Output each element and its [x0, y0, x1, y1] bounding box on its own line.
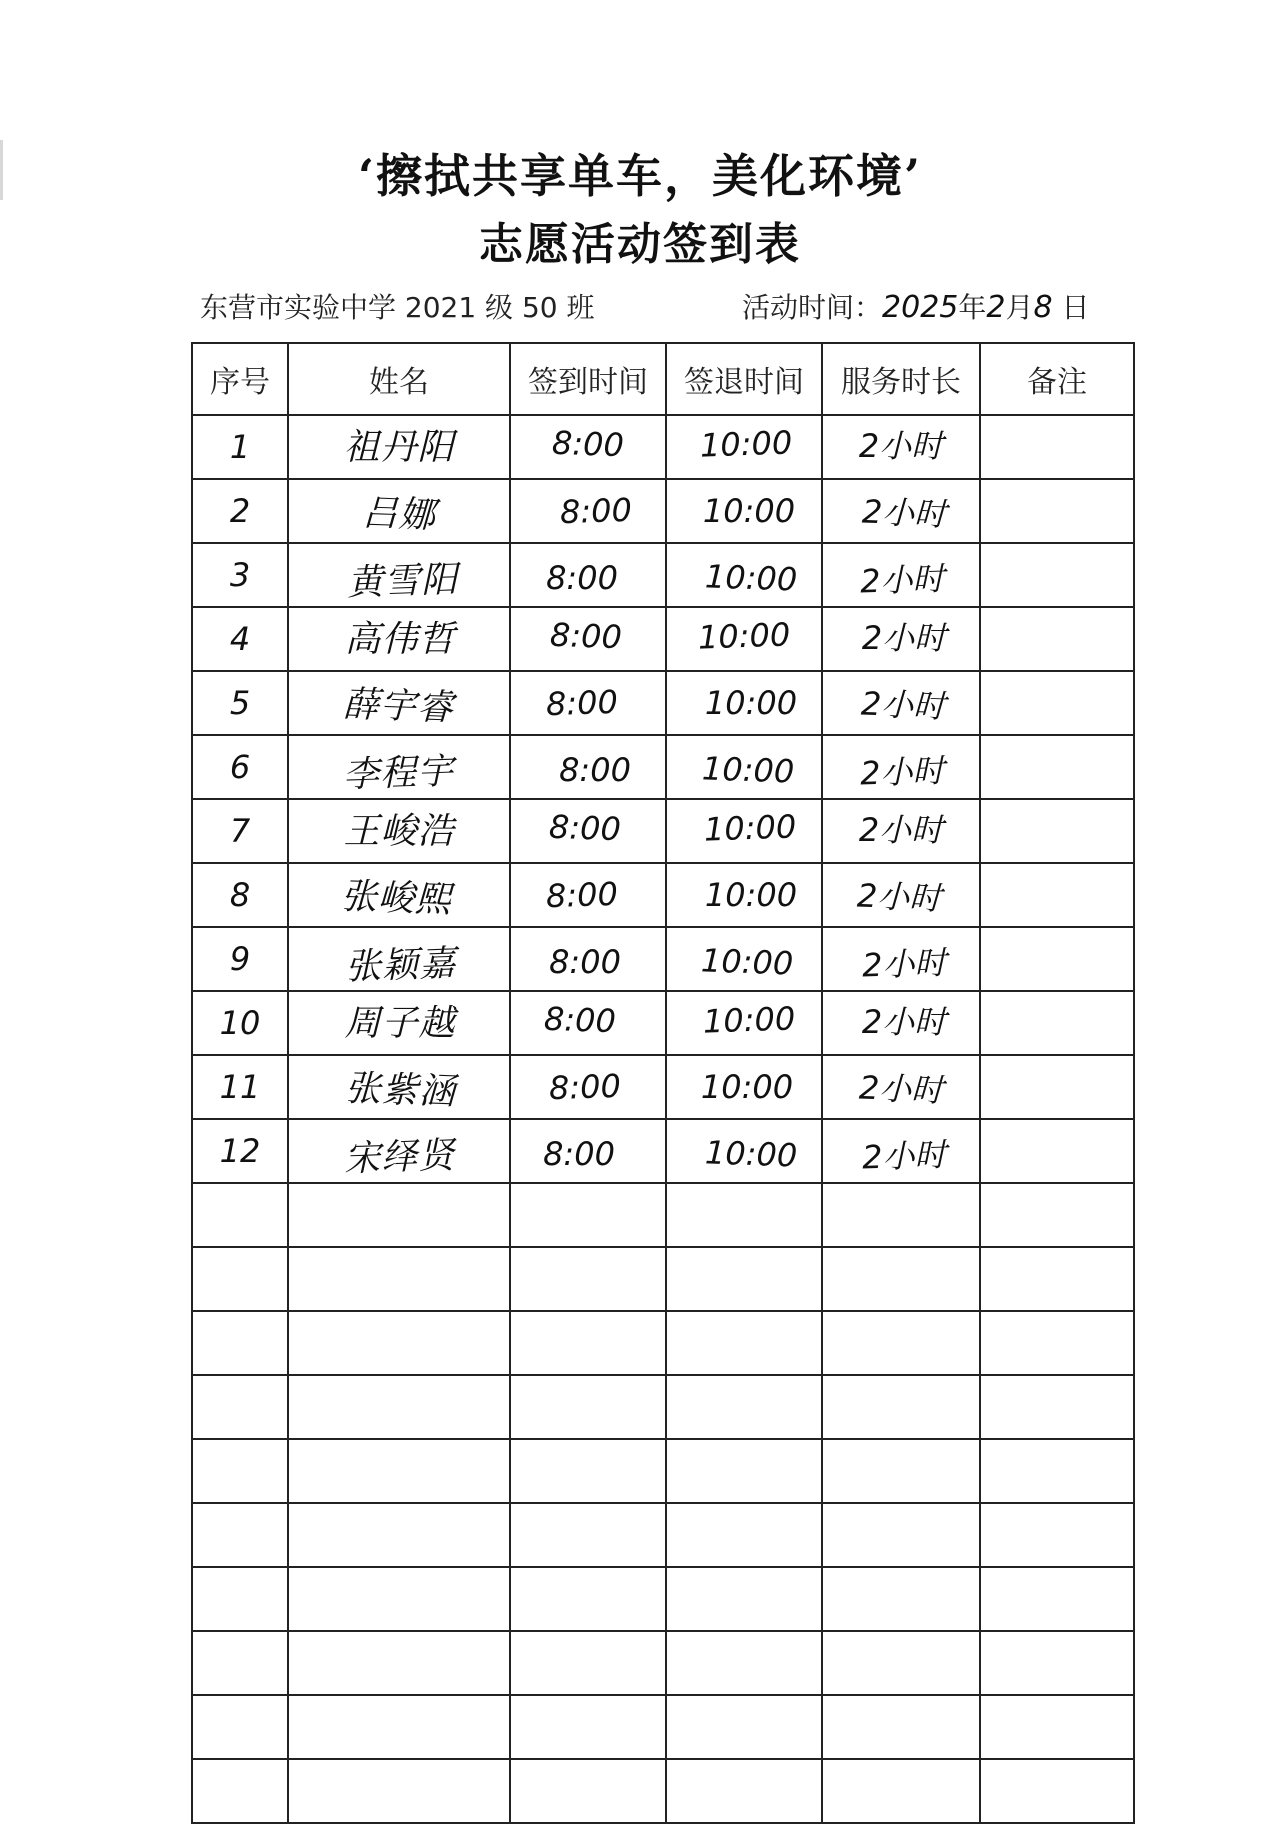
sign-in-time-cell	[510, 1695, 666, 1759]
sign-out-time: 10:00	[699, 423, 793, 465]
sign-out-time-cell	[666, 799, 822, 863]
participant-name: 张紫涵	[344, 1067, 458, 1113]
remarks-cell	[980, 1439, 1134, 1503]
sign-in-time-cell	[510, 1759, 666, 1823]
sign-out-time: 10:00	[700, 941, 794, 983]
sign-in-time: 8:00	[545, 682, 619, 724]
sign-out-time-cell	[666, 863, 822, 927]
participant-name-cell	[288, 735, 510, 799]
participant-name-cell	[288, 1119, 510, 1183]
participant-name-cell	[288, 479, 510, 543]
sign-in-table	[191, 342, 1135, 1824]
row-number: 8	[229, 876, 251, 914]
activity-date	[742, 286, 1090, 326]
sheet-title: ‘擦拭共享单车，美化环境’	[357, 149, 923, 203]
sign-in-time-cell	[510, 991, 666, 1055]
sign-in-time-cell	[510, 1439, 666, 1503]
sign-out-time: 10:00	[704, 557, 798, 599]
participant-name-cell	[288, 1311, 510, 1375]
remarks-cell	[980, 927, 1134, 991]
table-row	[192, 607, 1134, 671]
remarks-cell	[980, 1567, 1134, 1631]
remarks-cell	[980, 1247, 1134, 1311]
header-sign-out-time: 签退时间	[666, 343, 822, 415]
sign-out-time: 10:00	[703, 807, 797, 849]
row-number-cell	[192, 1631, 288, 1695]
row-number-cell	[192, 863, 288, 927]
participant-name-cell	[288, 1567, 510, 1631]
participant-name-cell	[288, 607, 510, 671]
sign-out-time-cell	[666, 479, 822, 543]
row-number: 11	[219, 1068, 261, 1106]
participant-name-cell	[288, 799, 510, 863]
table-row	[192, 1375, 1134, 1439]
service-duration-cell	[822, 1439, 980, 1503]
sign-in-time: 8:00	[543, 999, 617, 1041]
service-duration: 2小时	[859, 751, 945, 793]
sign-out-time-cell	[666, 1503, 822, 1567]
sign-in-time: 8:00	[559, 751, 631, 789]
sign-out-time-cell	[666, 607, 822, 671]
sign-out-time-cell	[666, 415, 822, 479]
table-row	[192, 1567, 1134, 1631]
sign-in-time: 8:00	[551, 423, 625, 465]
service-duration: 2小时	[861, 492, 947, 534]
sign-out-time-cell	[666, 1759, 822, 1823]
participant-name: 高伟哲	[344, 618, 456, 660]
service-duration-cell	[822, 735, 980, 799]
participant-name: 黄雪阳	[346, 558, 460, 604]
row-number-cell	[192, 799, 288, 863]
sign-out-time: 10:00	[704, 1133, 798, 1175]
sign-out-time-cell	[666, 1311, 822, 1375]
sign-out-time-cell	[666, 1631, 822, 1695]
month-unit: 月	[1005, 291, 1034, 324]
header-remarks: 备注	[980, 343, 1134, 415]
service-duration: 2小时	[861, 1003, 947, 1041]
sign-in-time-cell	[510, 1503, 666, 1567]
row-number: 7	[229, 812, 251, 850]
table-row	[192, 1759, 1134, 1823]
day-unit: 日	[1061, 291, 1090, 324]
sign-in-time-cell	[510, 479, 666, 543]
participant-name: 张颖嘉	[344, 942, 458, 988]
participant-name-cell	[288, 927, 510, 991]
remarks-cell	[980, 479, 1134, 543]
participant-name-cell	[288, 671, 510, 735]
sign-out-time-cell	[666, 1055, 822, 1119]
service-duration: 2小时	[860, 684, 946, 726]
service-duration-cell	[822, 415, 980, 479]
sign-out-time-cell	[666, 543, 822, 607]
sign-out-time-cell	[666, 671, 822, 735]
table-row	[192, 927, 1134, 991]
service-duration-cell	[822, 1503, 980, 1567]
remarks-cell	[980, 863, 1134, 927]
service-duration: 2小时	[861, 619, 947, 657]
row-number-cell	[192, 1183, 288, 1247]
table-row	[192, 1119, 1134, 1183]
sign-in-time: 8:00	[548, 807, 622, 849]
participant-name-cell	[288, 1695, 510, 1759]
row-number-cell	[192, 927, 288, 991]
year-unit: 年	[958, 291, 987, 324]
sign-in-time-cell	[510, 1247, 666, 1311]
row-number-cell	[192, 543, 288, 607]
table-row	[192, 543, 1134, 607]
row-number-cell	[192, 415, 288, 479]
participant-name-cell	[288, 991, 510, 1055]
table-row	[192, 671, 1134, 735]
sign-in-time-cell	[510, 1567, 666, 1631]
header-name: 姓名	[288, 343, 510, 415]
service-duration-cell	[822, 1055, 980, 1119]
sheet-subtitle: 志愿活动签到表	[479, 219, 801, 270]
service-duration-cell	[822, 607, 980, 671]
remarks-cell	[980, 1759, 1134, 1823]
service-duration-cell	[822, 1247, 980, 1311]
sign-in-time: 8:00	[545, 874, 619, 916]
participant-name-cell	[288, 863, 510, 927]
participant-name-cell	[288, 1055, 510, 1119]
sign-out-time-cell	[666, 1439, 822, 1503]
remarks-cell	[980, 671, 1134, 735]
row-number-cell	[192, 1759, 288, 1823]
sign-out-time: 10:00	[702, 492, 796, 530]
row-number-cell	[192, 1503, 288, 1567]
table-row	[192, 1183, 1134, 1247]
participant-name-cell	[288, 1503, 510, 1567]
participant-name-cell	[288, 1375, 510, 1439]
activity-day: 8	[1033, 290, 1053, 325]
sign-in-time-cell	[510, 1119, 666, 1183]
service-duration-cell	[822, 1183, 980, 1247]
service-duration-cell	[822, 1119, 980, 1183]
service-duration-cell	[822, 479, 980, 543]
sign-in-time-cell	[510, 1631, 666, 1695]
sign-in-time-cell	[510, 735, 666, 799]
row-number-cell	[192, 1375, 288, 1439]
remarks-cell	[980, 991, 1134, 1055]
row-number-cell	[192, 1695, 288, 1759]
sign-out-time-cell	[666, 735, 822, 799]
service-duration-cell	[822, 1631, 980, 1695]
sign-in-time: 8:00	[559, 490, 633, 532]
row-number: 3	[229, 556, 251, 594]
service-duration-cell	[822, 543, 980, 607]
remarks-cell	[980, 543, 1134, 607]
sign-out-time: 10:00	[697, 615, 791, 657]
participant-name-cell	[288, 1759, 510, 1823]
sign-in-time-cell	[510, 1055, 666, 1119]
service-duration: 2小时	[858, 427, 944, 465]
remarks-cell	[980, 1183, 1134, 1247]
header-service-duration: 服务时长	[822, 343, 980, 415]
sign-out-time: 10:00	[702, 999, 796, 1041]
row-number-cell	[192, 1311, 288, 1375]
service-duration: 2小时	[856, 876, 942, 918]
row-number-cell	[192, 1247, 288, 1311]
row-number-cell	[192, 735, 288, 799]
sign-out-time-cell	[666, 1119, 822, 1183]
row-number-cell	[192, 1439, 288, 1503]
sign-in-time-cell	[510, 1375, 666, 1439]
row-number-cell	[192, 671, 288, 735]
sign-in-time-cell	[510, 863, 666, 927]
sign-in-time-cell	[510, 799, 666, 863]
table-row	[192, 1055, 1134, 1119]
participant-name: 周子越	[344, 1002, 456, 1044]
activity-date-label: 活动时间：	[742, 291, 883, 324]
header-number: 序号	[192, 343, 288, 415]
sign-out-time: 10:00	[704, 876, 798, 914]
table-row	[192, 479, 1134, 543]
sign-in-time-cell	[510, 607, 666, 671]
activity-year: 2025	[882, 290, 959, 325]
row-number-cell	[192, 479, 288, 543]
table-row	[192, 799, 1134, 863]
participant-name-cell	[288, 1439, 510, 1503]
table-row	[192, 991, 1134, 1055]
participant-name: 薛宇睿	[342, 683, 456, 729]
sign-out-time-cell	[666, 1567, 822, 1631]
sign-in-time-cell	[510, 671, 666, 735]
participant-name: 吕娜	[361, 492, 437, 536]
participant-name-cell	[288, 543, 510, 607]
service-duration-cell	[822, 863, 980, 927]
table-row	[192, 1247, 1134, 1311]
table-row	[192, 1695, 1134, 1759]
service-duration: 2小时	[861, 1135, 947, 1177]
table-row	[192, 1503, 1134, 1567]
participant-name-cell	[288, 1247, 510, 1311]
participant-name: 宋绎贤	[343, 1134, 457, 1180]
service-duration-cell	[822, 1567, 980, 1631]
participant-name: 王峻浩	[343, 810, 455, 852]
sign-in-time: 8:00	[548, 1066, 622, 1108]
sign-in-time-cell	[510, 1183, 666, 1247]
participant-name: 李程宇	[342, 750, 456, 796]
table-row	[192, 735, 1134, 799]
row-number-cell	[192, 1119, 288, 1183]
remarks-cell	[980, 1695, 1134, 1759]
sign-in-time-cell	[510, 927, 666, 991]
service-duration-cell	[822, 1695, 980, 1759]
sign-out-time-cell	[666, 1375, 822, 1439]
remarks-cell	[980, 735, 1134, 799]
sign-out-time-cell	[666, 991, 822, 1055]
remarks-cell	[980, 1503, 1134, 1567]
sign-in-time-cell	[510, 543, 666, 607]
participant-name: 张峻熙	[340, 875, 454, 921]
row-number-cell	[192, 607, 288, 671]
service-duration-cell	[822, 1759, 980, 1823]
sign-out-time: 10:00	[700, 1068, 794, 1106]
activity-month: 2	[986, 290, 1006, 325]
row-number: 6	[229, 748, 251, 786]
row-number-cell	[192, 1055, 288, 1119]
table-row	[192, 1439, 1134, 1503]
sign-out-time-cell	[666, 927, 822, 991]
table-row	[192, 1311, 1134, 1375]
row-number: 2	[229, 492, 251, 530]
row-number-cell	[192, 1567, 288, 1631]
remarks-cell	[980, 607, 1134, 671]
row-number-cell	[192, 991, 288, 1055]
remarks-cell	[980, 1119, 1134, 1183]
service-duration: 2小时	[858, 811, 944, 849]
sign-in-time: 8:00	[546, 559, 618, 597]
service-duration-cell	[822, 927, 980, 991]
sign-out-time: 10:00	[701, 749, 795, 791]
sign-in-time-cell	[510, 415, 666, 479]
participant-name-cell	[288, 1183, 510, 1247]
table-row	[192, 863, 1134, 927]
row-number: 5	[229, 684, 251, 722]
sign-out-time: 10:00	[704, 684, 798, 722]
table-header-row	[192, 343, 1134, 415]
service-duration-cell	[822, 991, 980, 1055]
remarks-cell	[980, 1375, 1134, 1439]
service-duration: 2小时	[861, 943, 947, 985]
school-class-label: 东营市实验中学 2021 级 50 班	[200, 291, 595, 324]
sign-out-time-cell	[666, 1183, 822, 1247]
service-duration: 2小时	[858, 1068, 944, 1110]
service-duration-cell	[822, 1375, 980, 1439]
sign-out-time-cell	[666, 1247, 822, 1311]
remarks-cell	[980, 415, 1134, 479]
remarks-cell	[980, 1631, 1134, 1695]
row-number: 12	[219, 1132, 261, 1170]
table-row	[192, 1631, 1134, 1695]
sign-in-time: 8:00	[549, 615, 623, 657]
remarks-cell	[980, 1311, 1134, 1375]
row-number: 4	[229, 620, 251, 658]
table-row	[192, 415, 1134, 479]
header-sign-in-time: 签到时间	[510, 343, 666, 415]
participant-name: 祖丹阳	[343, 426, 455, 468]
remarks-cell	[980, 799, 1134, 863]
service-duration-cell	[822, 799, 980, 863]
row-number: 9	[229, 940, 251, 978]
remarks-cell	[980, 1055, 1134, 1119]
service-duration: 2小时	[859, 559, 945, 601]
sign-out-time-cell	[666, 1695, 822, 1759]
service-duration-cell	[822, 1311, 980, 1375]
participant-name-cell	[288, 415, 510, 479]
participant-name-cell	[288, 1631, 510, 1695]
sign-in-time-cell	[510, 1311, 666, 1375]
row-number: 1	[229, 428, 251, 466]
sign-in-time: 8:00	[549, 943, 621, 981]
sign-in-time: 8:00	[543, 1135, 615, 1173]
row-number: 10	[219, 1004, 261, 1042]
service-duration-cell	[822, 671, 980, 735]
